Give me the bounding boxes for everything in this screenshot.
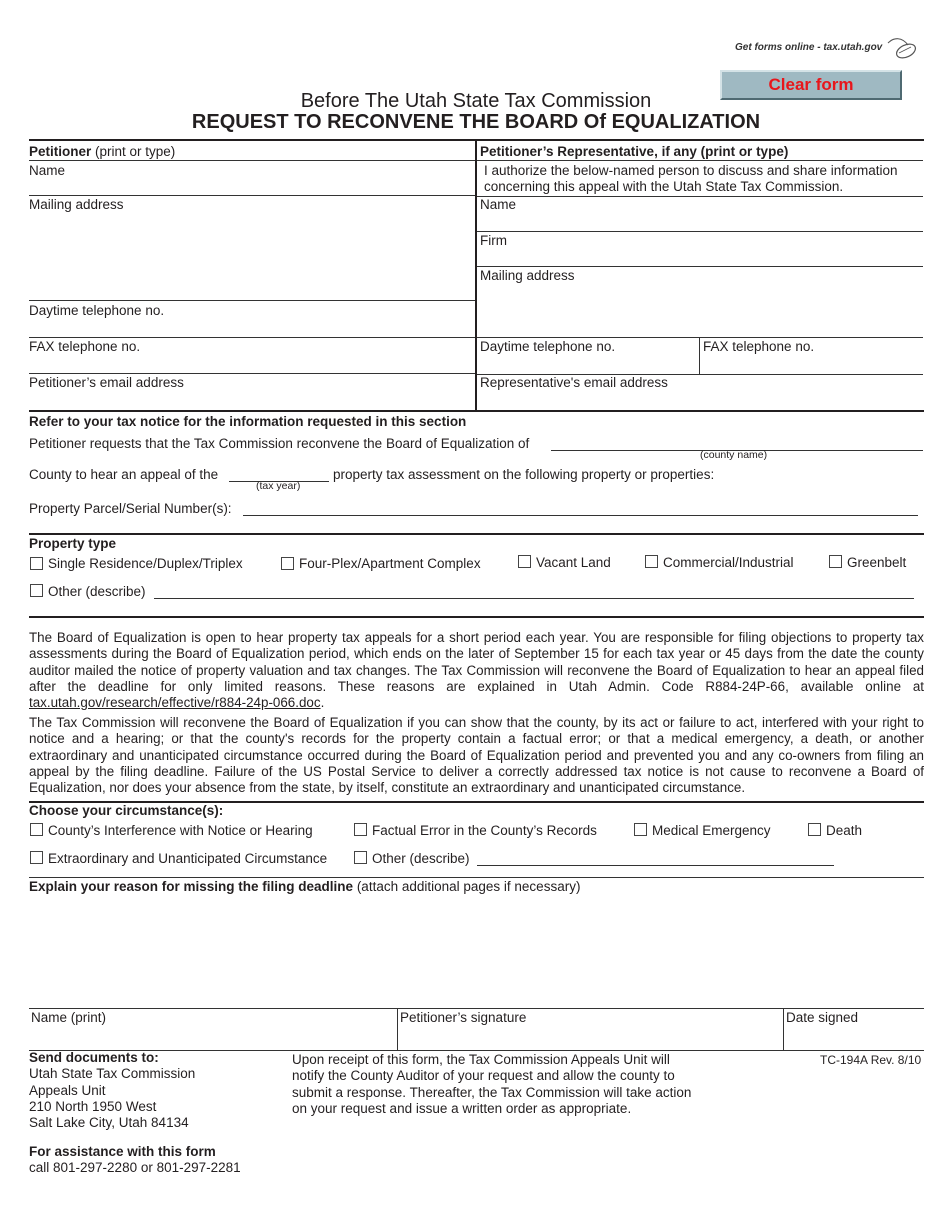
circumstances-heading: Choose your circumstance(s): xyxy=(29,803,224,818)
petitioner-address-field[interactable]: Mailing address xyxy=(29,197,124,212)
assessment-text: property tax assessment on the following property or properties: xyxy=(333,467,715,482)
forms-online-text: Get forms online - tax.utah.gov xyxy=(735,42,883,53)
rule-link[interactable]: tax.utah.gov/research/effective/r884-24p-066.doc xyxy=(29,695,321,711)
fourplex-checkbox[interactable] xyxy=(281,557,294,570)
rep-firm-field[interactable]: Firm xyxy=(480,233,507,248)
county-appeal-text: County to hear an appeal of the xyxy=(29,467,219,482)
date-signed-field[interactable]: Date signed xyxy=(786,1010,859,1025)
property-type-heading: Property type xyxy=(29,536,117,551)
medical-emergency-label: Medical Emergency xyxy=(652,823,771,838)
property-other-input[interactable] xyxy=(154,598,914,599)
signature-field[interactable]: Petitioner’s signature xyxy=(400,1010,527,1025)
tax-year-caption: (tax year) xyxy=(256,480,301,492)
commercial-checkbox[interactable] xyxy=(645,555,658,568)
receipt-text: Upon receipt of this form, the Tax Commission Appeals Unit will notify the County Auditor of your request and allow the county to submit a response. Thereafter, the Tax Commission will take action on your request and issue a written order as appropriate. xyxy=(292,1052,692,1116)
explain-textarea[interactable] xyxy=(29,898,924,1003)
circumstance-other-input[interactable] xyxy=(477,865,834,866)
single-residence-label: Single Residence/Duplex/Triplex xyxy=(48,556,243,571)
petitioner-email-field[interactable]: Petitioner’s email address xyxy=(29,375,184,390)
petitioner-fax-field[interactable]: FAX telephone no. xyxy=(29,339,141,354)
rep-name-field[interactable]: Name xyxy=(480,197,517,212)
info-paragraph-2: The Tax Commission will reconvene the Board of Equalization if you can show that the county, by its act or failure to act, interfered with your right to notice and a hearing; or that the county's records for the property contain a factual error; or that a medical emergency, a death, or another extraordinary and unanticipated circumstance occurred during the Board of Equalization period and prevented you and any co-owners from filing an appeal by the filing deadline. Failure of the US Postal Service to deliver a correctly addressed tax notice is not cause to reconvene a Board of Equalization, nor does your absence from the state, by itself, constitute an extraordinary and unanticipated circumstance. xyxy=(29,715,924,796)
explain-heading: Explain your reason for missing the filing deadline (attach additional pages if necessary) xyxy=(29,879,581,894)
factual-error-label: Factual Error in the County’s Records xyxy=(372,823,597,838)
petitioner-heading: Petitioner (print or type) xyxy=(29,144,176,159)
mouse-icon xyxy=(884,33,920,63)
title-line1: Before The Utah State Tax Commission xyxy=(300,90,652,112)
property-other-checkbox[interactable] xyxy=(30,584,43,597)
medical-emergency-checkbox[interactable] xyxy=(634,823,647,836)
circumstance-other-label: Other (describe) xyxy=(372,851,470,866)
property-other-label: Other (describe) xyxy=(48,584,146,599)
authorize-text-1: I authorize the below-named person to discuss and share information xyxy=(484,163,898,178)
petitioner-name-field[interactable]: Name xyxy=(29,163,66,178)
death-label: Death xyxy=(826,823,863,838)
rep-address-field[interactable]: Mailing address xyxy=(480,268,575,283)
representative-heading: Petitioner’s Representative, if any (print or type) xyxy=(480,144,789,159)
send-documents-block: Send documents to: Utah State Tax Commission Appeals Unit 210 North 1950 West Salt Lake City, Utah 84134 xyxy=(29,1050,196,1131)
rep-phone-field[interactable]: Daytime telephone no. xyxy=(480,339,616,354)
county-interference-checkbox[interactable] xyxy=(30,823,43,836)
death-checkbox[interactable] xyxy=(808,823,821,836)
petitioner-phone-field[interactable]: Daytime telephone no. xyxy=(29,303,165,318)
greenbelt-label: Greenbelt xyxy=(847,555,907,570)
form-number: TC-194A Rev. 8/10 xyxy=(820,1053,922,1067)
clear-form-button[interactable]: Clear form xyxy=(720,70,902,100)
greenbelt-checkbox[interactable] xyxy=(829,555,842,568)
name-print-field[interactable]: Name (print) xyxy=(31,1010,107,1025)
factual-error-checkbox[interactable] xyxy=(354,823,367,836)
fourplex-label: Four-Plex/Apartment Complex xyxy=(299,556,481,571)
title-line2: REQUEST TO RECONVENE THE BOARD Of EQUALIZATION xyxy=(191,111,761,133)
rep-fax-field[interactable]: FAX telephone no. xyxy=(703,339,815,354)
vacant-land-label: Vacant Land xyxy=(536,555,611,570)
single-residence-checkbox[interactable] xyxy=(30,557,43,570)
extraordinary-checkbox[interactable] xyxy=(30,851,43,864)
circumstance-other-checkbox[interactable] xyxy=(354,851,367,864)
authorize-text-2: concerning this appeal with the Utah State Tax Commission. xyxy=(484,179,844,194)
info-paragraph-1: The Board of Equalization is open to hear property tax appeals for a short period each year. You are responsible for filing objections to property tax assessments during the Board of Equalization period, which ends on the later of September 15 for each tax year or 45 days from the date the county auditor mailed the notice of property valuation and tax changes. The Tax Commission will reconvene the Board of Equalization to hear an appeal filed after the deadline for only limited reasons. These reasons are explained in Utah Admin. Code R884-24P-66, available online at tax.utah.gov/research/effective/r884-24p-066.doc. xyxy=(29,630,924,711)
assistance-block: For assistance with this form call 801-297-2280 or 801-297-2281 xyxy=(29,1144,241,1176)
parcel-input[interactable] xyxy=(243,515,918,516)
vacant-land-checkbox[interactable] xyxy=(518,555,531,568)
tax-notice-heading: Refer to your tax notice for the information requested in this section xyxy=(29,414,467,429)
commercial-label: Commercial/Industrial xyxy=(663,555,794,570)
extraordinary-label: Extraordinary and Unanticipated Circumstance xyxy=(48,851,328,866)
reconvene-request-text: Petitioner requests that the Tax Commission reconvene the Board of Equalization of xyxy=(29,436,530,451)
parcel-label: Property Parcel/Serial Number(s): xyxy=(29,501,232,516)
county-interference-label: County’s Interference with Notice or Hearing xyxy=(48,823,313,838)
rep-email-field[interactable]: Representative's email address xyxy=(480,375,668,390)
county-name-caption: (county name) xyxy=(700,449,768,461)
